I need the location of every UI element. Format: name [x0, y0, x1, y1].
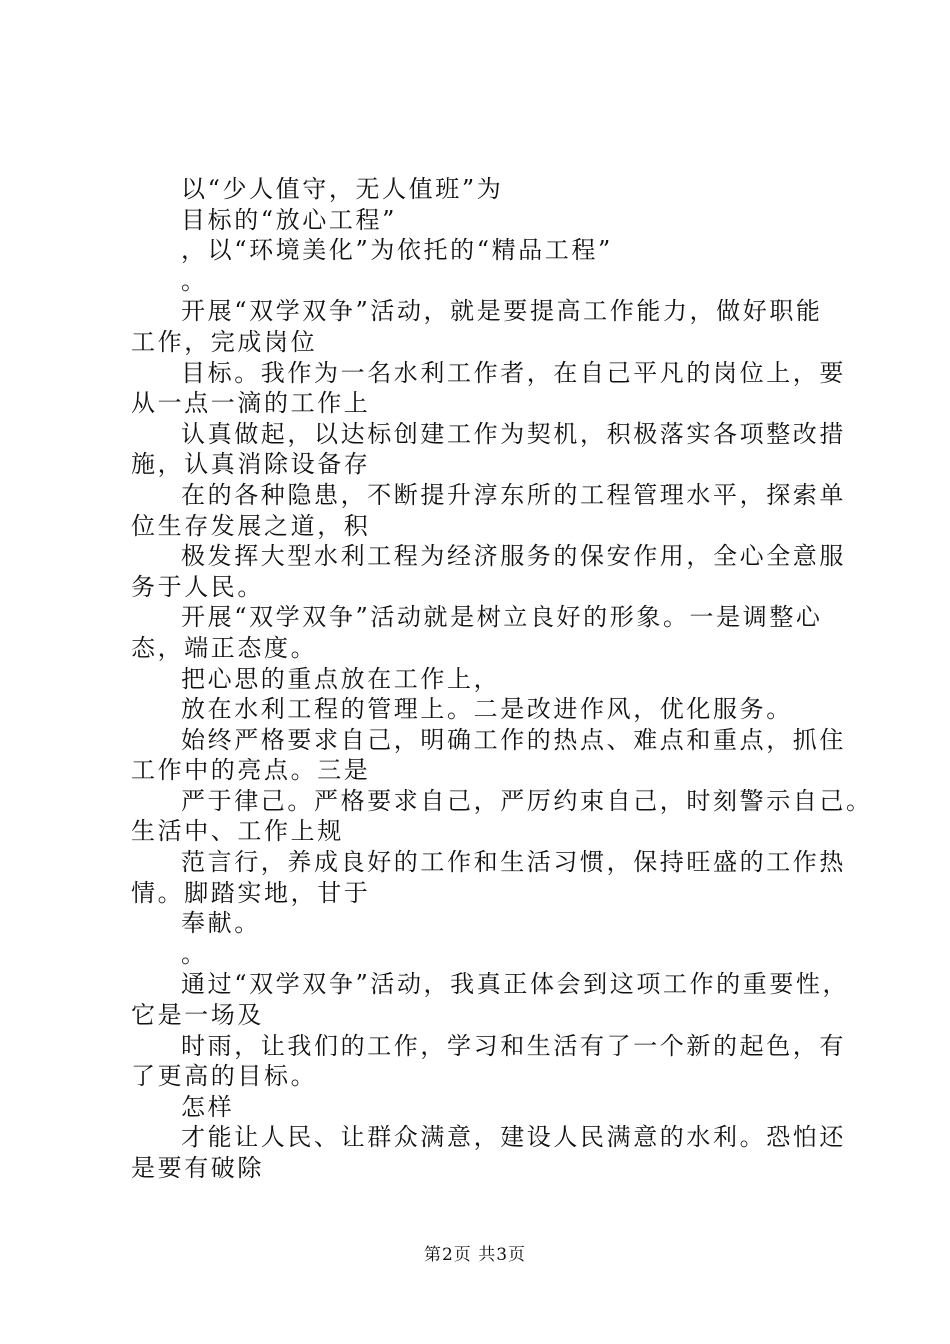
text-line: 时雨，让我们的工作，学习和生活有了一个新的起色，有	[181, 1031, 846, 1060]
text-line: 工作中的亮点。三是	[131, 756, 371, 785]
text-line: 范言行，养成良好的工作和生活习惯，保持旺盛的工作热	[181, 848, 846, 877]
text-line: 放在水利工程的管理上。二是改进作风，优化服务。	[181, 695, 793, 724]
text-line: 从一点一滴的工作上	[131, 389, 371, 418]
text-line: 把心思的重点放在工作上，	[181, 664, 501, 693]
text-line: 通过“双学双争”活动，我真正体会到这项工作的重要性，	[181, 970, 850, 999]
text-line: 它是一场及	[131, 1001, 264, 1030]
text-line: 生活中、工作上规	[131, 817, 344, 846]
text-line: 施，认真消除设备存	[131, 450, 371, 479]
text-line: 开展“双学双争”活动，就是要提高工作能力，做好职能	[181, 297, 823, 326]
text-line: 开展“双学双争”活动就是树立良好的形象。一是调整心	[181, 603, 823, 632]
page-footer: 第2页 共3页	[423, 1245, 527, 1265]
text-line: 态，端正态度。	[131, 633, 318, 662]
text-line: 位生存发展之道，积	[131, 511, 371, 540]
text-line: 是要有破除	[131, 1154, 264, 1182]
text-line: 务于人民。	[131, 572, 264, 601]
text-line: 。	[181, 266, 208, 295]
text-line: 工作，完成岗位	[131, 327, 318, 356]
text-line: 在的各种隐患，不断提升淳东所的工程管理水平，探索单	[181, 480, 846, 509]
text-line: 以“少人值守，无人值班”为	[181, 175, 504, 203]
text-line: 极发挥大型水利工程为经济服务的保安作用，全心全意服	[181, 542, 846, 571]
text-line: 。	[181, 939, 208, 968]
text-line: 始终严格要求自己，明确工作的热点、难点和重点，抓住	[181, 725, 846, 754]
text-line: 奉献。	[181, 909, 261, 938]
text-line: 认真做起，以达标创建工作为契机，积极落实各项整改措	[181, 419, 846, 448]
text-line: 严于律己。严格要求自己，严厉约束自己，时刻警示自己。	[181, 786, 873, 815]
text-line: ，以“环境美化”为依托的“精品工程”	[181, 236, 613, 265]
text-line: 情。脚踏实地，甘于	[131, 878, 371, 907]
text-line: 目标。我作为一名水利工作者，在自己平凡的岗位上，要	[181, 358, 846, 387]
text-line: 了更高的目标。	[131, 1062, 318, 1091]
text-line: 目标的“放心工程”	[181, 205, 397, 234]
document-body	[131, 174, 873, 1184]
text-line: 才能让人民、让群众满意，建设人民满意的水利。恐怕还	[181, 1123, 846, 1152]
text-line: 怎样	[181, 1092, 235, 1121]
